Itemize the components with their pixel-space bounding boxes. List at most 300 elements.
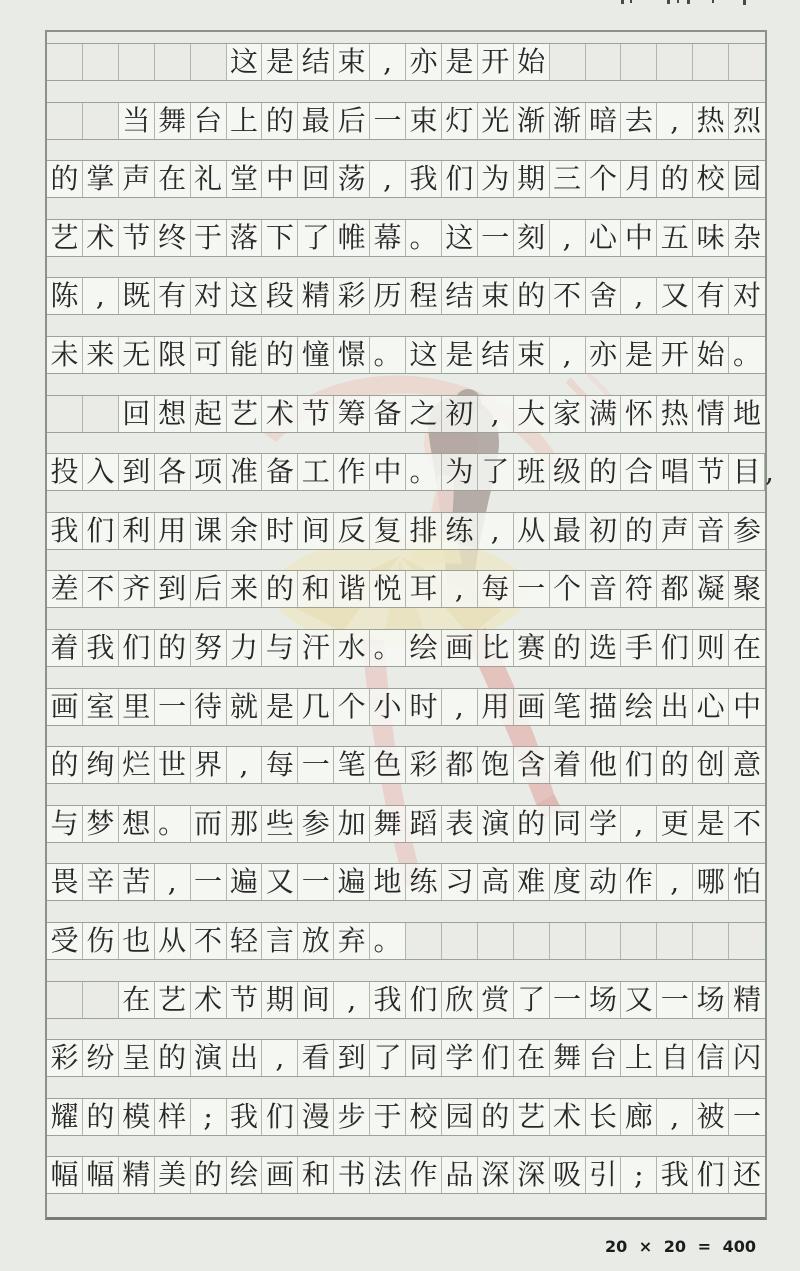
grid-cell: 和 xyxy=(298,571,334,607)
grid-cell xyxy=(478,923,514,959)
grid-cell: 作 xyxy=(621,864,657,900)
grid-cell: 上 xyxy=(227,103,263,139)
grid-cell xyxy=(83,982,119,1018)
grid-cell: 作 xyxy=(406,1157,442,1193)
grid-size-caption: 20 × 20 = 400 xyxy=(604,1237,756,1256)
grid-cell: 了 xyxy=(478,454,514,490)
grid-cell: 着 xyxy=(47,630,83,666)
grid-cell: 用 xyxy=(478,689,514,725)
grid-cell: 心 xyxy=(586,220,622,256)
grid-cell: 度 xyxy=(550,864,586,900)
grid-cell xyxy=(47,103,83,139)
grid-cell: 了 xyxy=(370,1040,406,1076)
grid-cell: 之 xyxy=(406,396,442,432)
grid-cell: 的 xyxy=(478,1099,514,1135)
grid-cell: 舞 xyxy=(550,1040,586,1076)
grid-cell: 时 xyxy=(262,513,298,549)
grid-cell: 于 xyxy=(370,1099,406,1135)
grid-cell: 无 xyxy=(119,337,155,373)
grid-cell: 五 xyxy=(657,220,693,256)
grid-cell: , xyxy=(621,806,657,842)
grid-cell: 谐 xyxy=(334,571,370,607)
grid-cell: 不 xyxy=(729,806,765,842)
grid-cell: 创 xyxy=(693,747,729,783)
grid-cell: 学 xyxy=(442,1040,478,1076)
grid-cell: 畏 xyxy=(47,864,83,900)
grid-cell: 悦 xyxy=(370,571,406,607)
grid-cell: 备 xyxy=(262,454,298,490)
grid-cell: 三 xyxy=(550,161,586,197)
text-row xyxy=(47,102,765,140)
grid-cell: 这 xyxy=(227,278,263,314)
row-gap xyxy=(47,901,765,922)
grid-cell: 的 xyxy=(514,278,550,314)
grid-cell: 呈 xyxy=(119,1040,155,1076)
row-gap xyxy=(47,374,765,395)
grid-cell: 备 xyxy=(370,396,406,432)
grid-cell: 束 xyxy=(406,103,442,139)
grid-cell: 一 xyxy=(298,864,334,900)
grid-cell: 亦 xyxy=(586,337,622,373)
grid-cell: 我 xyxy=(47,513,83,549)
grid-cell: 一 xyxy=(155,689,191,725)
grid-cell: 满 xyxy=(586,396,622,432)
grid-cell: 地 xyxy=(729,396,765,432)
grid-cell: 渐 xyxy=(514,103,550,139)
grid-cell: 的 xyxy=(262,571,298,607)
grid-cell: 掌 xyxy=(83,161,119,197)
grid-cell: 情 xyxy=(693,396,729,432)
grid-cell: 艺 xyxy=(514,1099,550,1135)
grid-cell: 选 xyxy=(586,630,622,666)
grid-cell: 意 xyxy=(729,747,765,783)
grid-cell: 吸 xyxy=(550,1157,586,1193)
grid-cell: 一 xyxy=(657,982,693,1018)
grid-cell: 结 xyxy=(442,278,478,314)
grid-cell: 礼 xyxy=(191,161,227,197)
grid-cell: , xyxy=(657,103,693,139)
grid-cell: 在 xyxy=(514,1040,550,1076)
grid-cell xyxy=(83,44,119,80)
grid-cell: 绚 xyxy=(83,747,119,783)
grid-cell: 也 xyxy=(119,923,155,959)
text-row xyxy=(47,1039,765,1077)
grid-cell: 品 xyxy=(442,1157,478,1193)
grid-cell: 界 xyxy=(191,747,227,783)
grid-cell: 在 xyxy=(729,630,765,666)
grid-cell: 是 xyxy=(442,44,478,80)
grid-cell: 样 xyxy=(155,1099,191,1135)
grid-cell: 从 xyxy=(514,513,550,549)
grid-cell: 们 xyxy=(83,513,119,549)
grid-cell: 想 xyxy=(155,396,191,432)
grid-cell: 开 xyxy=(478,44,514,80)
grid-cell: 声 xyxy=(119,161,155,197)
grid-cell: 节 xyxy=(298,396,334,432)
grid-cell: 幅 xyxy=(83,1157,119,1193)
grid-cell: 。 xyxy=(370,337,406,373)
grid-cell: 们 xyxy=(406,982,442,1018)
grid-cell: 动 xyxy=(586,864,622,900)
grid-cell: 加 xyxy=(334,806,370,842)
row-gap xyxy=(47,257,765,278)
grid-cell: , xyxy=(262,1040,298,1076)
grid-cell xyxy=(693,44,729,80)
grid-cell xyxy=(586,923,622,959)
grid-cell: 帷 xyxy=(334,220,370,256)
grid-cell: 荡 xyxy=(334,161,370,197)
grid-cell: 都 xyxy=(657,571,693,607)
text-row xyxy=(47,160,765,198)
grid-cell: 努 xyxy=(191,630,227,666)
grid-cell: 画 xyxy=(514,689,550,725)
grid-cell: ; xyxy=(621,1157,657,1193)
grid-cell xyxy=(83,103,119,139)
grid-cell: 。 xyxy=(406,454,442,490)
grid-cell: 期 xyxy=(514,161,550,197)
grid-cell: 参 xyxy=(729,513,765,549)
grid-cell: 了 xyxy=(298,220,334,256)
grid-cell: 大 xyxy=(514,396,550,432)
grid-cell: , xyxy=(442,689,478,725)
grid-cell: 。 xyxy=(370,630,406,666)
grid-cell: 更 xyxy=(657,806,693,842)
grid-cell: 热 xyxy=(657,396,693,432)
grid-cell: 的 xyxy=(657,161,693,197)
grid-cell: 一 xyxy=(729,1099,765,1135)
text-row xyxy=(47,1098,765,1136)
grid-cell: 程 xyxy=(406,278,442,314)
grid-cell: 课 xyxy=(191,513,227,549)
grid-cell: 节 xyxy=(227,982,263,1018)
grid-cell: 唱 xyxy=(657,454,693,490)
grid-cell: 是 xyxy=(442,337,478,373)
grid-cell: 与 xyxy=(47,806,83,842)
row-gap xyxy=(47,960,765,981)
grid-cell: 为 xyxy=(478,161,514,197)
grid-cell xyxy=(693,923,729,959)
grid-cell: 放 xyxy=(298,923,334,959)
grid-cell: 最 xyxy=(550,513,586,549)
grid-cell: 不 xyxy=(550,278,586,314)
grid-cell: 校 xyxy=(693,161,729,197)
grid-cell: , xyxy=(370,44,406,80)
grid-cell: 比 xyxy=(478,630,514,666)
grid-cell: 是 xyxy=(262,689,298,725)
grid-cell: 描 xyxy=(586,689,622,725)
text-row xyxy=(47,219,765,257)
text-row xyxy=(47,453,774,491)
grid-cell: , xyxy=(83,278,119,314)
grid-cell: 纷 xyxy=(83,1040,119,1076)
grid-cell: 欣 xyxy=(442,982,478,1018)
grid-cell: 术 xyxy=(83,220,119,256)
grid-cell xyxy=(586,44,622,80)
grid-cell: 廊 xyxy=(621,1099,657,1135)
grid-cell: 最 xyxy=(298,103,334,139)
row-gap xyxy=(47,1136,765,1157)
grid-cell: 练 xyxy=(406,864,442,900)
row-gap xyxy=(47,1194,765,1215)
grid-cell: 台 xyxy=(191,103,227,139)
grid-cell: 间 xyxy=(298,513,334,549)
grid-cell: 限 xyxy=(155,337,191,373)
grid-top-strip xyxy=(47,32,765,43)
grid-cell: 耀 xyxy=(47,1099,83,1135)
grid-cell: , xyxy=(227,747,263,783)
text-row xyxy=(47,277,765,315)
grid-cell: , xyxy=(478,513,514,549)
text-row xyxy=(47,863,765,901)
overflow-punctuation: , xyxy=(765,455,774,489)
grid-cell: 用 xyxy=(155,513,191,549)
grid-cell: 我 xyxy=(657,1157,693,1193)
grid-cell: 言 xyxy=(262,923,298,959)
grid-cell: 后 xyxy=(334,103,370,139)
grid-cell: 准 xyxy=(227,454,263,490)
grid-cell: 烂 xyxy=(119,747,155,783)
grid-cell: 中 xyxy=(262,161,298,197)
grid-cell xyxy=(119,44,155,80)
row-gap xyxy=(47,491,765,512)
grid-cell: 结 xyxy=(298,44,334,80)
row-gap xyxy=(47,608,765,629)
grid-cell: 地 xyxy=(370,864,406,900)
grid-cell: 难 xyxy=(514,864,550,900)
grid-cell: 齐 xyxy=(119,571,155,607)
grid-cell: 这 xyxy=(406,337,442,373)
grid-cell: 们 xyxy=(693,1157,729,1193)
grid-cell: 始 xyxy=(693,337,729,373)
grid-cell: 在 xyxy=(119,982,155,1018)
grid-cell: 起 xyxy=(191,396,227,432)
grid-cell: 既 xyxy=(119,278,155,314)
grid-cell: 彩 xyxy=(47,1040,83,1076)
grid-cell: 里 xyxy=(119,689,155,725)
grid-cell: 表 xyxy=(442,806,478,842)
row-gap xyxy=(47,198,765,219)
grid-cell: 出 xyxy=(227,1040,263,1076)
grid-cell: 们 xyxy=(262,1099,298,1135)
grid-cell: 着 xyxy=(550,747,586,783)
grid-cell: 都 xyxy=(442,747,478,783)
grid-cell: 目 xyxy=(729,454,765,490)
grid-cell: 笔 xyxy=(334,747,370,783)
grid-cell: 入 xyxy=(83,454,119,490)
grid-cell: 陈 xyxy=(47,278,83,314)
grid-cell: 怀 xyxy=(621,396,657,432)
grid-cell: 习 xyxy=(442,864,478,900)
grid-cell: 梦 xyxy=(83,806,119,842)
grid-cell: 几 xyxy=(298,689,334,725)
grid-cell: 合 xyxy=(621,454,657,490)
grid-cell: 的 xyxy=(550,630,586,666)
grid-cell: 幕 xyxy=(370,220,406,256)
grid-cell: 到 xyxy=(119,454,155,490)
grid-cell: 又 xyxy=(262,864,298,900)
grid-cell: 来 xyxy=(83,337,119,373)
grid-cell: 舞 xyxy=(370,806,406,842)
grid-cell: 水 xyxy=(334,630,370,666)
grid-cell: 被 xyxy=(693,1099,729,1135)
grid-cell: 含 xyxy=(514,747,550,783)
grid-cell: 绘 xyxy=(406,630,442,666)
row-gap xyxy=(47,315,765,336)
text-row xyxy=(47,805,765,843)
grid-cell: 就 xyxy=(227,689,263,725)
grid-cell: 班 xyxy=(514,454,550,490)
grid-cell: 场 xyxy=(693,982,729,1018)
grid-cell: 渐 xyxy=(550,103,586,139)
grid-cell: 筹 xyxy=(334,396,370,432)
grid-cell: 落 xyxy=(227,220,263,256)
title-row xyxy=(47,43,765,81)
grid-cell: 在 xyxy=(155,161,191,197)
grid-cell: 排 xyxy=(406,513,442,549)
grid-cell: 于 xyxy=(191,220,227,256)
text-row xyxy=(47,512,765,550)
grid-cell: 的 xyxy=(155,630,191,666)
row-gap xyxy=(47,726,765,747)
grid-cell: 差 xyxy=(47,571,83,607)
grid-cell: 又 xyxy=(621,982,657,1018)
grid-cell: 辛 xyxy=(83,864,119,900)
grid-cell: 的 xyxy=(191,1157,227,1193)
grid-cell: 回 xyxy=(298,161,334,197)
grid-cell: 彩 xyxy=(406,747,442,783)
grid-cell: 苦 xyxy=(119,864,155,900)
grid-cell: 初 xyxy=(442,396,478,432)
grid-cell: 我 xyxy=(370,982,406,1018)
grid-cell: 到 xyxy=(334,1040,370,1076)
grid-cell xyxy=(47,982,83,1018)
grid-cell: 精 xyxy=(298,278,334,314)
grid-cell xyxy=(621,923,657,959)
grid-cell: 学 xyxy=(586,806,622,842)
grid-cell: 亦 xyxy=(406,44,442,80)
text-row xyxy=(47,629,765,667)
grid-cell: 的 xyxy=(586,454,622,490)
grid-cell: 舞 xyxy=(155,103,191,139)
grid-cell: 投 xyxy=(47,454,83,490)
grid-cell: 中 xyxy=(370,454,406,490)
grid-cell: 精 xyxy=(119,1157,155,1193)
grid-cell: 演 xyxy=(191,1040,227,1076)
grid-cell: 步 xyxy=(334,1099,370,1135)
grid-cell: 工 xyxy=(298,454,334,490)
grid-cell: 段 xyxy=(262,278,298,314)
grid-cell: 们 xyxy=(657,630,693,666)
grid-cell: 世 xyxy=(155,747,191,783)
grid-cell: 高 xyxy=(478,864,514,900)
text-row xyxy=(47,395,765,433)
grid-cell: , xyxy=(334,982,370,1018)
grid-cell: , xyxy=(657,864,693,900)
grid-cell: , xyxy=(621,278,657,314)
grid-cell: 深 xyxy=(514,1157,550,1193)
grid-cell xyxy=(83,396,119,432)
grid-cell: 反 xyxy=(334,513,370,549)
grid-cell xyxy=(47,396,83,432)
grid-cell: 绘 xyxy=(621,689,657,725)
grid-cell: 为 xyxy=(442,454,478,490)
grid-cell: 他 xyxy=(586,747,622,783)
grid-cell: 园 xyxy=(729,161,765,197)
grid-cell: 闪 xyxy=(729,1040,765,1076)
grid-cell: 精 xyxy=(729,982,765,1018)
grid-cell: 不 xyxy=(191,923,227,959)
grid-cell xyxy=(550,44,586,80)
grid-cell: 台 xyxy=(586,1040,622,1076)
grid-cell: , xyxy=(155,864,191,900)
grid-cell: 憬 xyxy=(334,337,370,373)
grid-cell: 的 xyxy=(657,747,693,783)
grid-cell: 怕 xyxy=(729,864,765,900)
grid-cell: 小 xyxy=(370,689,406,725)
grid-cell: 热 xyxy=(693,103,729,139)
grid-cell: 看 xyxy=(298,1040,334,1076)
grid-cell: 同 xyxy=(550,806,586,842)
grid-cell: 长 xyxy=(586,1099,622,1135)
grid-cell: 光 xyxy=(478,103,514,139)
grid-cell: 的 xyxy=(47,747,83,783)
grid-cell: 家 xyxy=(550,396,586,432)
grid-cell: 。 xyxy=(370,923,406,959)
grid-cell: 受 xyxy=(47,923,83,959)
text-row xyxy=(47,570,765,608)
grid-cell: 同 xyxy=(406,1040,442,1076)
grid-cell: 有 xyxy=(693,278,729,314)
grid-cell: 复 xyxy=(370,513,406,549)
grid-cell: 遍 xyxy=(334,864,370,900)
grid-cell: 出 xyxy=(657,689,693,725)
grid-cell xyxy=(729,923,765,959)
grid-cell: 一 xyxy=(478,220,514,256)
grid-cell: 深 xyxy=(478,1157,514,1193)
grid-cell: 赛 xyxy=(514,630,550,666)
grid-cell: 上 xyxy=(621,1040,657,1076)
grid-cell: 节 xyxy=(693,454,729,490)
grid-cell: 是 xyxy=(621,337,657,373)
grid-cell: 杂 xyxy=(729,220,765,256)
text-row xyxy=(47,922,765,960)
grid-cell xyxy=(657,44,693,80)
grid-cell: , xyxy=(550,337,586,373)
grid-cell: 还 xyxy=(729,1157,765,1193)
grid-cell: 的 xyxy=(83,1099,119,1135)
grid-cell xyxy=(729,44,765,80)
grid-cell: 们 xyxy=(119,630,155,666)
grid-cell: 汗 xyxy=(298,630,334,666)
grid-cell: 音 xyxy=(586,571,622,607)
grid-cell: 级 xyxy=(550,454,586,490)
grid-cell: 。 xyxy=(155,806,191,842)
grid-cell: 蹈 xyxy=(406,806,442,842)
grid-cell: 的 xyxy=(262,103,298,139)
grid-cell xyxy=(47,44,83,80)
grid-cell: 烈 xyxy=(729,103,765,139)
row-gap xyxy=(47,1019,765,1040)
grid-cell: 到 xyxy=(155,571,191,607)
grid-cell: 的 xyxy=(155,1040,191,1076)
grid-cell: 能 xyxy=(227,337,263,373)
grid-cell: , xyxy=(657,1099,693,1135)
grid-cell: 束 xyxy=(334,44,370,80)
grid-cell: 自 xyxy=(657,1040,693,1076)
grid-cell: 们 xyxy=(621,747,657,783)
grid-cell: 利 xyxy=(119,513,155,549)
row-gap xyxy=(47,81,765,102)
